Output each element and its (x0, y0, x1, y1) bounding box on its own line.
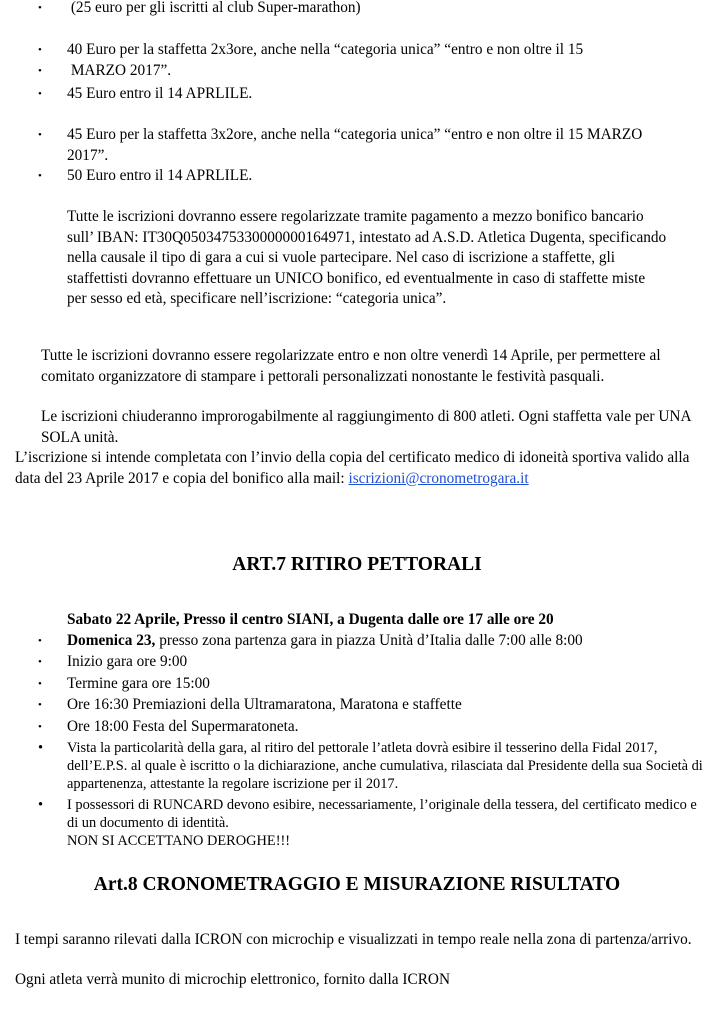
chip-paragraph: Ogni atleta verrà munito di microchip elettronico, fornito dalla ICRON (15, 971, 450, 988)
fee-text: MARZO 2017”. (70, 62, 172, 79)
bullet-icon: • (38, 699, 42, 711)
party-time: Ore 18:00 Festa del Supermaratoneta. (67, 718, 299, 735)
bullet-icon: • (38, 170, 42, 182)
pickup-sunday (67, 631, 704, 652)
deadline-paragraph: Tutte le iscrizioni dovranno essere regolarizzate entro e non oltre venerdì 14 Aprile, per permettere al comitato organizzatore di stampare i pettorali personalizzati nonostante le festività pasquali. (41, 347, 661, 385)
race-start: Inizio gara ore 9:00 (67, 653, 188, 670)
bullet-icon: • (38, 44, 42, 56)
pickup-sunday-label: Domenica 23, (67, 632, 156, 649)
fidal-note: Vista la particolarità della gara, al ritiro del pettorale l’atleta dovrà esibire il tesserino della Fidal 2017, dell’E.P.S. al quale è iscritto o la dichiarazione, anche cumulativa, rilasciata dal Presidente della sua Società di appartenenza, attestante la regolare iscrizione per il 2017. (67, 740, 703, 792)
pickup-sunday-text: presso zona partenza gara in piazza Unità d’Italia dalle 7:00 alle 8:00 (155, 632, 583, 649)
payment-paragraph: Tutte le iscrizioni dovranno essere regolarizzate tramite pagamento a mezzo bonifico bancario sull’ IBAN: IT30Q0503475330000000164971, intestato ad A.S.D. Atletica Dugenta, specificando nella causale il tipo di gara a cui si vuole partecipare. Nel caso di iscrizione a staffette, gli staffettisti dovranno effettuare un UNICO bonifico, ed eventualmente in caso di staffette miste per sesso ed età, specificare nell’iscrizione: “categoria unica”. (67, 208, 667, 307)
bullet-icon: • (38, 65, 42, 77)
bullet-icon: • (38, 656, 42, 668)
art7-heading: ART.7 RITIRO PETTORALI (232, 554, 482, 575)
completion-paragraph (15, 448, 705, 489)
bullet-icon: • (38, 129, 42, 141)
fee-relay-2x3-late: 45 Euro entro il 14 APRLILE. (67, 85, 253, 102)
email-link[interactable]: iscrizioni@cronometrogara.it (348, 469, 529, 487)
bullet-icon: • (38, 740, 44, 756)
bullet-icon: • (38, 2, 42, 14)
fee-relay-3x2: 45 Euro per la staffetta 3x2ore, anche nella “categoria unica” “entro e non oltre il 15 MARZO 2017”. (67, 126, 643, 164)
fee-club-super-marathon (67, 0, 704, 19)
bullet-icon: • (38, 721, 42, 733)
fee-text: (25 euro per gli iscritti al club Super-marathon) (70, 0, 361, 16)
awards-time: Ore 16:30 Premiazioni della Ultramaratona, Maratona e staffette (67, 696, 462, 713)
race-end: Termine gara ore 15:00 (67, 675, 210, 692)
no-exceptions-note: NON SI ACCETTANO DEROGHE!!! (67, 833, 291, 849)
art8-heading: Art.8 CRONOMETRAGGIO E MISURAZIONE RISULTATO (93, 874, 621, 895)
closing-paragraph: Le iscrizioni chiuderanno improrogabilmente al raggiungimento di 800 atleti. Ogni staffetta vale per UNA SOLA unità. (41, 408, 691, 446)
bullet-icon: • (38, 635, 42, 647)
bullet-icon: • (38, 88, 42, 100)
bullet-icon: • (38, 797, 44, 813)
timing-paragraph: I tempi saranno rilevati dalla ICRON con microchip e visualizzati in tempo reale nella zona di partenza/arrivo. (15, 931, 692, 948)
completion-text: L’iscrizione si intende completata con l’invio della copia del certificato medico di idoneità sportiva valido alla data del 23 Aprile 2017 e copia del bonifico alla mail: (15, 449, 690, 487)
bullet-icon: • (38, 678, 42, 690)
fee-relay-3x2-late: 50 Euro entro il 14 APRLILE. (67, 167, 253, 184)
fee-relay-2x3: 40 Euro per la staffetta 2x3ore, anche nella “categoria unica” “entro e non oltre il 15 (67, 41, 584, 58)
runcard-note: I possessori di RUNCARD devono esibire, necessariamente, l’originale della tessera, del certificato medico e di un documento di identità. (67, 797, 697, 831)
pickup-saturday: Sabato 22 Aprile, Presso il centro SIANI, a Dugenta dalle ore 17 alle ore 20 (67, 611, 554, 628)
fee-relay-2x3-date (67, 61, 704, 82)
